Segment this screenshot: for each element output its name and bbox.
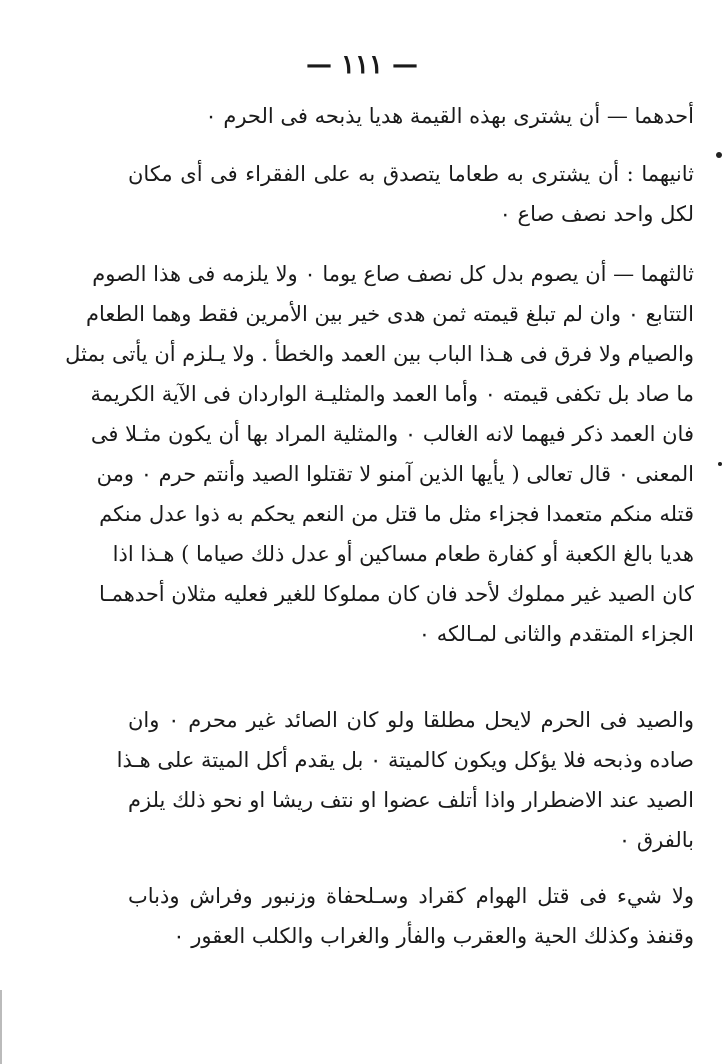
text-line: بالفرق ٠: [618, 828, 694, 852]
text-line: كان الصيد غير مملوك لأحد فان كان مملوكا للغير فعليه مثلان أحدهمـا: [99, 582, 694, 606]
text-line: المعنى ٠ قال تعالى ( يأيها الذين آمنو لا تقتلوا الصيد وأنتم حرم ٠ ومن: [96, 462, 694, 486]
page-number: — ١١١ —: [305, 50, 419, 80]
text-line: التتابع ٠ وان لم تبلغ قيمته ثمن هدى خير بين الأمرين فقط وهما الطعام: [86, 302, 694, 326]
text-line: ولا شيء فى قتل الهوام كقراد وسـلحفاة وزنبور وفراش وذباب: [128, 884, 694, 908]
scan-speck: [718, 462, 722, 466]
text-line: الصيد عند الاضطرار واذا أتلف عضوا او نتف ريشا او نحو ذلك يلزم: [128, 788, 694, 812]
page-edge-line: [0, 990, 2, 1064]
text-line: لكل واحد نصف صاع ٠: [499, 202, 694, 226]
paragraph-2: [128, 154, 694, 234]
text-line: والصيد فى الحرم لايحل مطلقا ولو كان الصائد غير محرم ٠ وان: [128, 708, 694, 732]
text-line: ما صاد بل تكفى قيمته ٠ وأما العمد والمثليـة الواردان فى الآية الكريمة: [90, 382, 694, 406]
text-line: فان العمد ذكر فيهما لانه الغالب ٠ والمثلية المراد بها أن يكون مثـلا فى: [90, 422, 694, 446]
text-line: أحدهما — أن يشترى بهذه القيمة هديا يذبحه فى الحرم ٠: [205, 104, 694, 128]
paragraph-4: [116, 700, 694, 860]
paragraph-3: [65, 254, 694, 654]
text-line: هديا بالغ الكعبة أو كفارة طعام مساكين أو عدل ذلك صياما ) هـذا اذا: [112, 542, 694, 566]
text-line: قتله منكم متعمدا فجزاء مثل ما قتل من النعم يحكم به ذوا عدل منكم: [99, 502, 694, 526]
text-line: ثانيهما : أن يشترى به طعاما يتصدق به على الفقراء فى أى مكان: [128, 162, 694, 186]
text-line: صاده وذبحه فلا يؤكل ويكون كالميتة ٠ بل يقدم أكل الميتة على هـذا: [116, 748, 694, 772]
text-line: والصيام ولا فرق فى هـذا الباب بين العمد والخطأ . ولا يـلزم أن يأتى بمثل: [65, 342, 694, 366]
text-line: وقنفذ وكذلك الحية والعقرب والفأر والغراب والكلب العقور ٠: [173, 924, 694, 948]
paragraph-1: [128, 96, 694, 136]
text-line: الجزاء المتقدم والثانى لمـالكه ٠: [418, 622, 694, 646]
paragraph-5: [128, 876, 694, 956]
text-line: ثالثهما — أن يصوم بدل كل نصف صاع يوما ٠ ولا يلزمه فى هذا الصوم: [92, 262, 694, 286]
scan-speck: [716, 152, 722, 158]
